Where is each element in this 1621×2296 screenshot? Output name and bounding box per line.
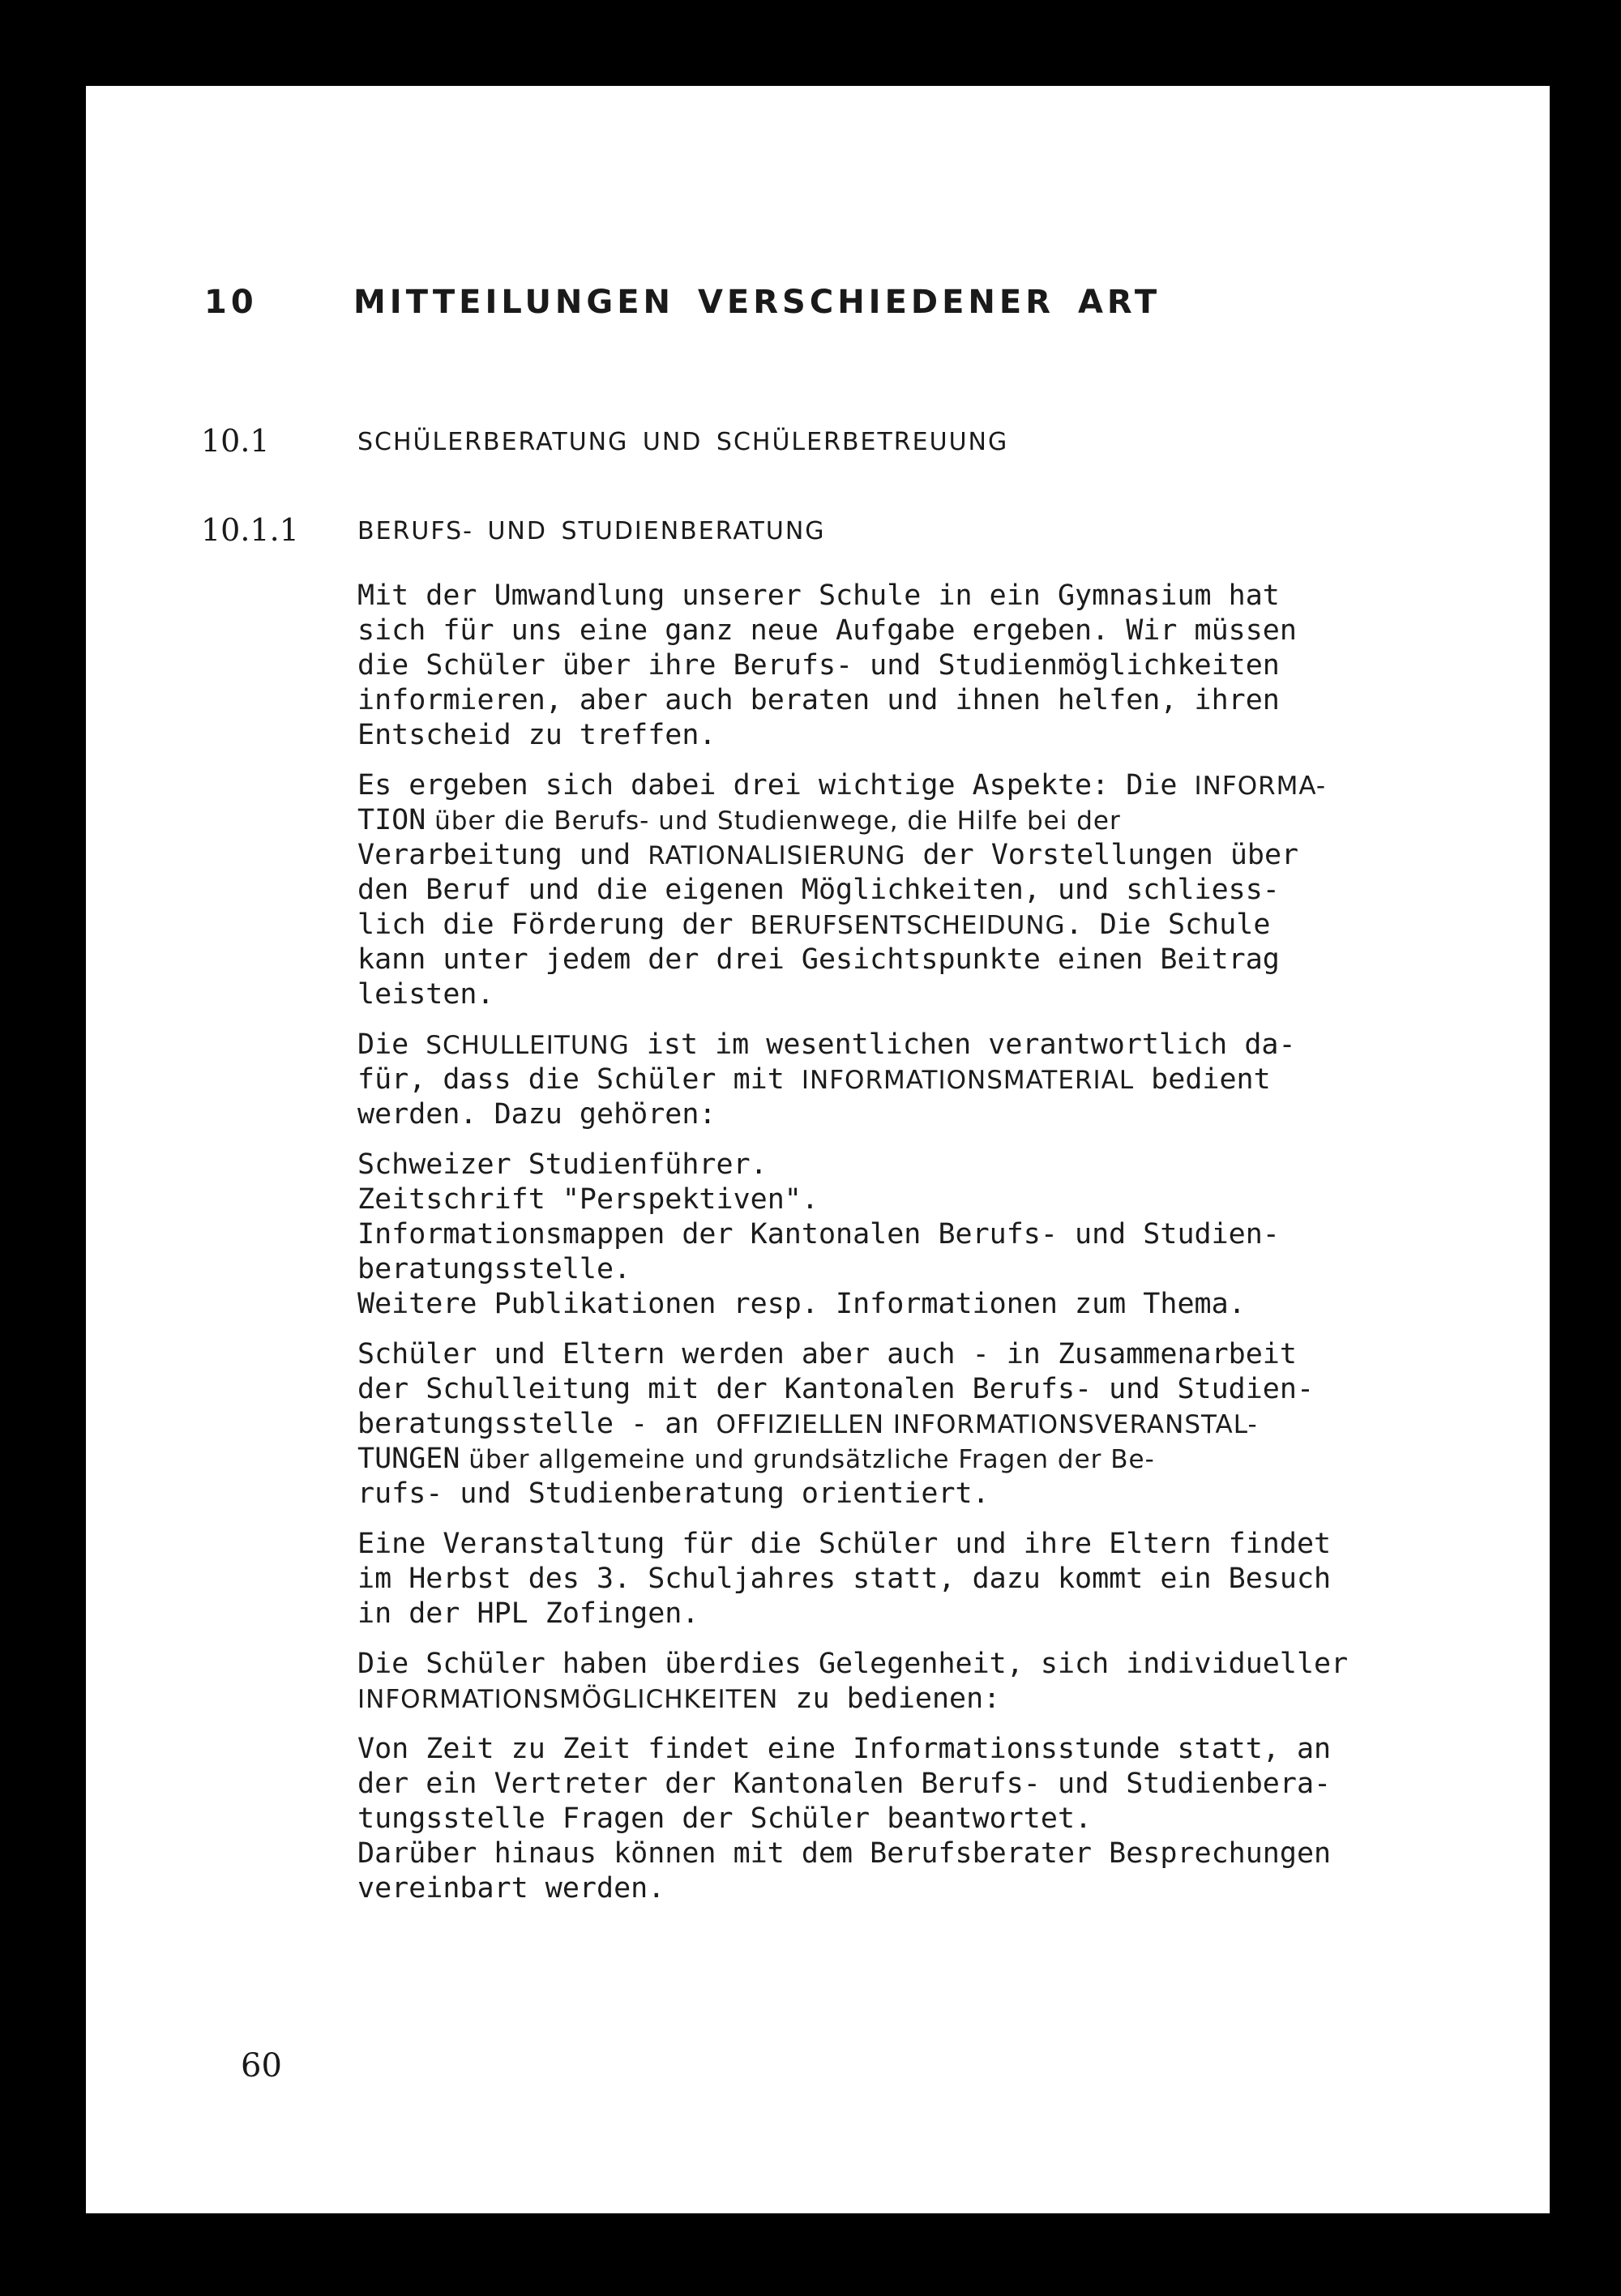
text-segment: der Schulleitung mit der Kantonalen Berufs- und Studien- [357,1373,1315,1405]
text-segment: vereinbart werden. [357,1872,665,1905]
text-segment: Es ergeben sich dabei drei wichtige Aspekte: Die [357,769,1195,802]
emphasis-term: INFORMA- [1194,772,1327,801]
text-line [357,1562,1533,1597]
text-line [357,1802,1533,1836]
text-segment: Eine Veranstaltung für die Schüler und ihre Eltern findet [357,1528,1332,1560]
section-title: SCHÜLERBERATUNG UND SCHÜLERBETREUUNG [357,428,1009,456]
section-number: 10.1 [201,423,270,459]
text-line [357,718,1533,753]
text-line [357,614,1533,648]
document-page [86,86,1550,2213]
text-segment: lich die Förderung der [357,909,751,941]
text-line [357,768,1533,803]
paragraph [357,1732,1533,1906]
emphasis-term: BERUFSENTSCHEIDUNG [750,911,1066,940]
chapter-heading [86,284,1550,332]
text-segment: kann unter jedem der drei Gesichtspunkte einen Beitrag [357,943,1280,976]
paragraph-gap [357,1511,1533,1527]
text-segment: zu bedienen: [778,1682,1001,1715]
text-line [357,579,1533,614]
paragraph-gap [357,1012,1533,1028]
text-line [357,1682,1533,1717]
text-segment: Die Schüler haben überdies Gelegenheit, sich individueller [357,1648,1349,1680]
text-line [357,1252,1533,1287]
text-line [357,1337,1533,1372]
text-line [357,1836,1533,1871]
text-segment: den Beruf und die eigenen Möglichkeiten, und schliess- [357,874,1280,906]
text-segment: im Herbst des 3. Schuljahres statt, dazu kommt ein Besuch [357,1563,1332,1595]
text-segment: Verarbeitung und [357,839,648,871]
text-segment: . Die Schule [1065,909,1271,941]
emphasis-term: über allgemeine und grundsätzliche Fragen der Be- [460,1445,1155,1474]
text-segment: der ein Vertreter der Kantonalen Berufs- und Studienbera- [357,1768,1332,1800]
text-line [357,683,1533,718]
text-line [357,1647,1533,1682]
text-segment: informieren, aber auch beraten und ihnen helfen, ihren [357,684,1280,716]
text-line [357,1597,1533,1631]
text-segment: Darüber hinaus können mit dem Berufsberater Besprechungen [357,1837,1332,1870]
text-segment: TION [357,804,426,836]
text-segment: TUNGEN [357,1443,460,1475]
paragraph [357,1647,1533,1717]
chapter-number: 10 [204,284,258,321]
text-segment: Schweizer Studienführer. [357,1148,768,1181]
text-segment: Die [357,1028,426,1061]
text-line [357,1527,1533,1562]
text-segment: in der HPL Zofingen. [357,1597,699,1630]
paragraph-gap [357,1132,1533,1148]
text-line [357,1732,1533,1767]
text-line [357,1217,1533,1252]
text-segment: beratungsstelle - an [357,1408,716,1440]
text-line [357,1442,1533,1477]
text-line [357,977,1533,1012]
paragraph [357,1527,1533,1631]
text-segment: tungsstelle Fragen der Schüler beantwortet. [357,1802,1093,1835]
text-segment: beratungsstelle. [357,1253,631,1285]
text-segment: bedient [1134,1063,1271,1096]
text-segment: der Vorstellungen über [905,839,1299,871]
text-line [357,1028,1533,1062]
subsection-title: BERUFS- UND STUDIENBERATUNG [357,517,826,545]
paragraph [357,1337,1533,1511]
subsection-heading [86,512,1550,553]
chapter-title: MITTEILUNGEN VERSCHIEDENER ART [353,284,1161,321]
text-line [357,1767,1533,1802]
paragraph-gap [357,1631,1533,1647]
text-line [357,908,1533,943]
text-segment: leisten. [357,978,494,1011]
text-line [357,1062,1533,1097]
text-line [357,648,1533,683]
text-line [357,873,1533,908]
text-segment: Entscheid zu treffen. [357,719,716,751]
paragraph-gap [357,1322,1533,1337]
text-line [357,943,1533,977]
paragraph [357,768,1533,1012]
text-line [357,1372,1533,1407]
text-line [357,1097,1533,1132]
page-number: 60 [241,2047,282,2084]
text-segment: Von Zeit zu Zeit findet eine Informationsstunde statt, an [357,1733,1332,1765]
emphasis-term: OFFIZIELLEN INFORMATIONSVERANSTAL- [716,1410,1258,1439]
body-text [357,579,1533,1906]
emphasis-term: SCHULLEITUNG [426,1031,630,1060]
text-line [357,1477,1533,1511]
text-segment: werden. Dazu gehören: [357,1098,716,1131]
paragraph-gap [357,753,1533,768]
text-segment: Weitere Publikationen resp. Informationen zum Thema. [357,1288,1246,1320]
text-line [357,1407,1533,1442]
text-line [357,1871,1533,1906]
text-segment: Zeitschrift "Perspektiven". [357,1183,819,1216]
paragraph [357,1028,1533,1132]
paragraph-gap [357,1717,1533,1732]
text-line [357,1287,1533,1322]
emphasis-term: RATIONALISIERUNG [648,841,906,870]
text-line [357,803,1533,838]
text-line [357,1148,1533,1182]
text-segment: Schüler und Eltern werden aber auch - in Zusammenarbeit [357,1338,1297,1370]
subsection-number: 10.1.1 [201,512,299,548]
emphasis-term: über die Berufs- und Studienwege, die Hilfe bei der [426,806,1121,836]
text-segment: die Schüler über ihre Berufs- und Studienmöglichkeiten [357,649,1280,682]
text-segment: Mit der Umwandlung unserer Schule in ein Gymnasium hat [357,579,1280,612]
emphasis-term: INFORMATIONSMÖGLICHKEITEN [357,1685,779,1714]
section-heading [86,423,1550,464]
paragraph [357,1148,1533,1322]
text-segment: für, dass die Schüler mit [357,1063,802,1096]
emphasis-term: INFORMATIONSMATERIAL [801,1066,1135,1095]
text-segment: rufs- und Studienberatung orientiert. [357,1477,990,1510]
paragraph [357,579,1533,753]
text-segment: ist im wesentlichen verantwortlich da- [629,1028,1296,1061]
text-line [357,1182,1533,1217]
text-line [357,838,1533,873]
text-segment: sich für uns eine ganz neue Aufgabe ergeben. Wir müssen [357,614,1297,647]
text-segment: Informationsmappen der Kantonalen Berufs- und Studien- [357,1218,1280,1251]
